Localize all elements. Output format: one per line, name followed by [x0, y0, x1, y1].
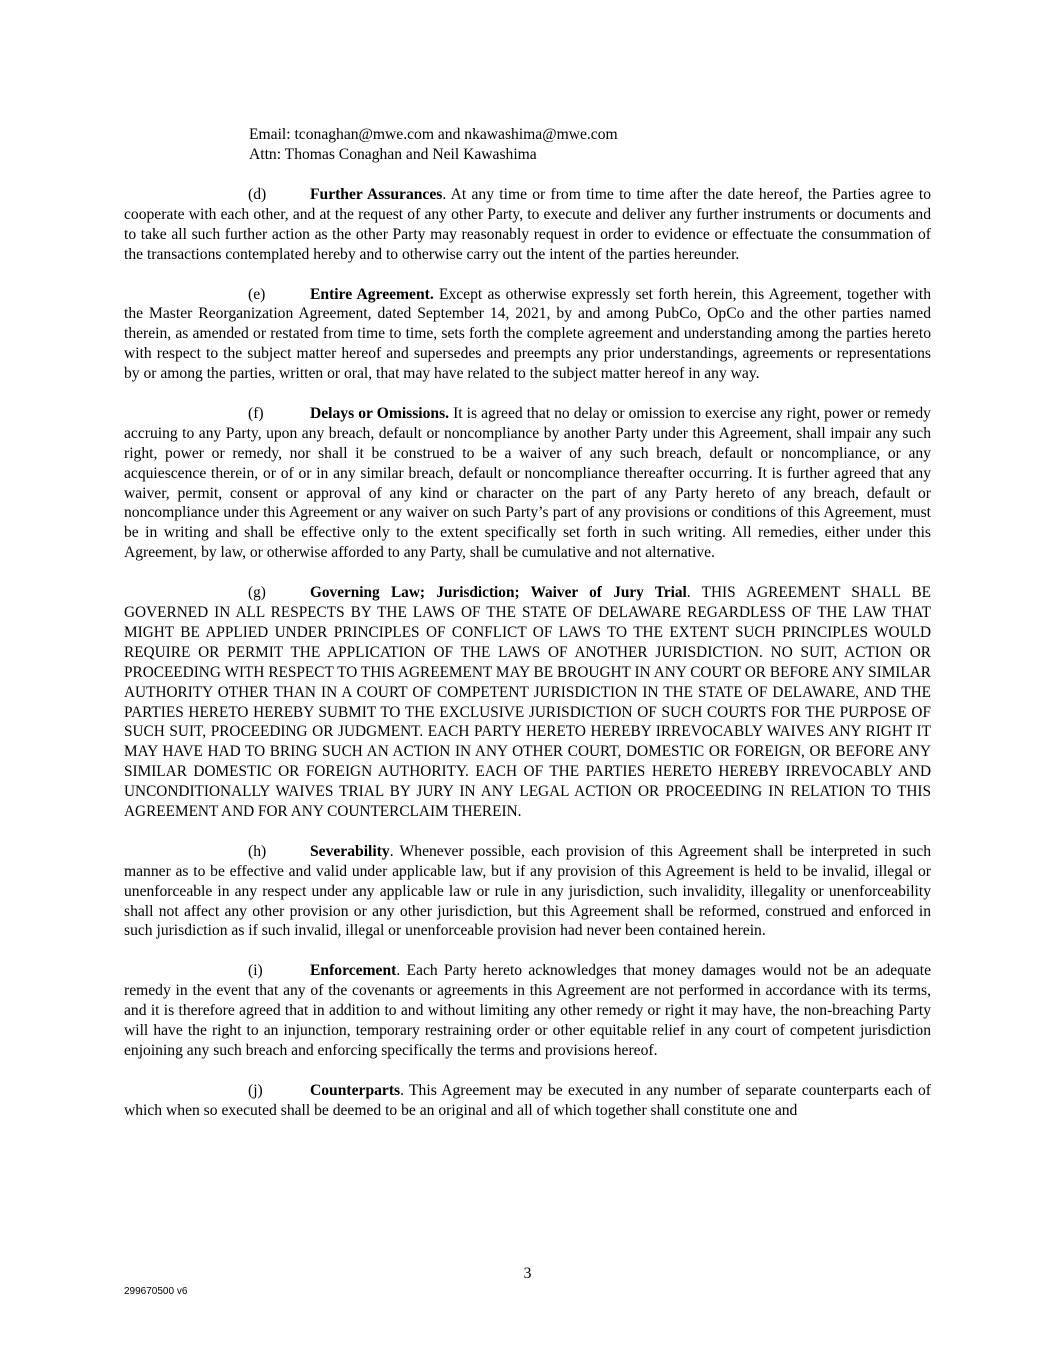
- section-number: (h): [248, 842, 267, 860]
- section-severability: [124, 842, 931, 942]
- section-number: (i): [248, 962, 263, 980]
- page-number: 3: [523, 1265, 532, 1282]
- notice-email-line: Email: tconaghan@mwe.com and nkawashima@mwe.com: [249, 126, 618, 143]
- section-text: . At any time or from time to time after the date hereof, the Parties agree to cooperate with each other, and at the request of any other Party, to execute and deliver any further instruments or documents and to take all such further action as the other Party may reasonably request in order to evidence or effectuate the consummation of the transactions contemplated hereby and to otherwise carry out the intent of the parties hereunder.: [124, 186, 931, 263]
- section-text: Except as otherwise expressly set forth herein, this Agreement, together with the Master Reorganization Agreement, dated September 14, 2021, by and among PubCo, OpCo and the other parties named therein, as amended or restated from time to time, sets forth the complete agreement and understanding among the parties hereto with respect to the subject matter hereof and supersedes and preempts any prior understandings, agreements or representations by or among the parties, written or oral, that may have related to the subject matter hereof in any way.: [124, 285, 931, 383]
- section-number: (g): [248, 584, 266, 602]
- section-heading: Delays or Omissions.: [310, 404, 450, 422]
- section-enforcement: [124, 961, 931, 1061]
- section-number: (e): [248, 285, 266, 303]
- notice-address-block: [249, 125, 618, 165]
- section-heading: Governing Law; Jurisdiction; Waiver of Jury Trial: [310, 584, 687, 602]
- section-text: . Each Party hereto acknowledges that money damages would not be an adequate remedy in the event that any of the covenants or agreements in this Agreement are not performed in accordance with its terms, and it is therefore agreed that in addition to and without limiting any other remedy or right it may have, the non-breaching Party will have the right to an injunction, temporary restraining order or other equitable relief in any court of competent jurisdiction enjoining any such breach and enforcing specifically the terms and provisions hereof.: [124, 962, 931, 1059]
- section-text: . This Agreement may be executed in any number of separate counterparts each of which when so executed shall be deemed to be an original and all of which together shall constitute one and: [124, 1081, 931, 1119]
- section-entire-agreement: [124, 285, 931, 385]
- section-further-assurances: [124, 185, 931, 265]
- section-number: (f): [248, 404, 264, 422]
- section-heading: Further Assurances: [310, 186, 443, 203]
- section-heading: Counterparts: [310, 1081, 401, 1099]
- section-governing-law: [124, 583, 931, 822]
- section-number: (j): [248, 1081, 263, 1099]
- section-number: (d): [248, 186, 267, 203]
- document-body: [124, 185, 931, 1140]
- section-delays-or-omissions: [124, 404, 931, 563]
- section-heading: Severability: [310, 842, 390, 860]
- notice-attn-line: Attn: Thomas Conaghan and Neil Kawashima: [249, 146, 537, 163]
- section-counterparts: [124, 1081, 931, 1121]
- section-text: . Whenever possible, each provision of this Agreement shall be interpreted in such manner as to be effective and valid under applicable law, but if any provision of this Agreement is held to be invalid, illegal or unenforceable in any respect under any applicable law or rule in any jurisdiction, such invalidity, illegality or unenforceability shall not affect any other provision or any other jurisdiction, but this Agreement shall be reformed, construed and enforced in such jurisdiction as if such invalid, illegal or unenforceable provision had never been contained herein.: [124, 842, 931, 940]
- section-text: It is agreed that no delay or omission to exercise any right, power or remedy accruing to any Party, upon any breach, default or noncompliance by another Party under this Agreement, shall impair any such right, power or remedy, nor shall it be construed to be a waiver of any such breach, default or noncompliance, or any acquiescence therein, or of or in any similar breach, default or noncompliance thereafter occurring. It is further agreed that any waiver, permit, consent or approval of any kind or character on the part of any Party hereto of any breach, default or noncompliance under this Agreement or any waiver on such Party’s part of any provisions or conditions of this Agreement, must be in writing and shall be effective only to the extent specifically set forth in such writing. All remedies, either under this Agreement, by law, or otherwise afforded to any Party, shall be cumulative and not alternative.: [124, 404, 931, 562]
- section-heading: Enforcement: [310, 962, 397, 980]
- section-heading: Entire Agreement.: [310, 285, 434, 303]
- section-text: . THIS AGREEMENT SHALL BE GOVERNED IN ALL RESPECTS BY THE LAWS OF THE STATE OF DELAWARE REGARDLESS OF THE LAW THAT MIGHT BE APPLIED UNDER PRINCIPLES OF CONFLICT OF LAWS TO THE EXTENT SUCH PRINCIPLES WOULD REQUIRE OR PERMIT THE APPLICATION OF THE LAWS OF ANOTHER JURISDICTION. NO SUIT, ACTION OR PROCEEDING WITH RESPECT TO THIS AGREEMENT MAY BE BROUGHT IN ANY COURT OR BEFORE ANY SIMILAR AUTHORITY OTHER THAN IN A COURT OF COMPETENT JURISDICTION IN THE STATE OF DELAWARE, AND THE PARTIES HERETO HEREBY SUBMIT TO THE EXCLUSIVE JURISDICTION OF SUCH COURTS FOR THE PURPOSE OF SUCH SUIT, PROCEEDING OR JUDGMENT. EACH PARTY HERETO HEREBY IRREVOCABLY WAIVES ANY RIGHT IT MAY HAVE HAD TO BRING SUCH AN ACTION IN ANY OTHER COURT, DOMESTIC OR FOREIGN, OR BEFORE ANY SIMILAR DOMESTIC OR FOREIGN AUTHORITY. EACH OF THE PARTIES HERETO HEREBY IRREVOCABLY AND UNCONDITIONALLY WAIVES TRIAL BY JURY IN ANY LEGAL ACTION OR PROCEEDING IN RELATION TO THIS AGREEMENT AND FOR ANY COUNTERCLAIM THEREIN.: [124, 584, 931, 821]
- document-id: 299670500 v6: [124, 1286, 188, 1297]
